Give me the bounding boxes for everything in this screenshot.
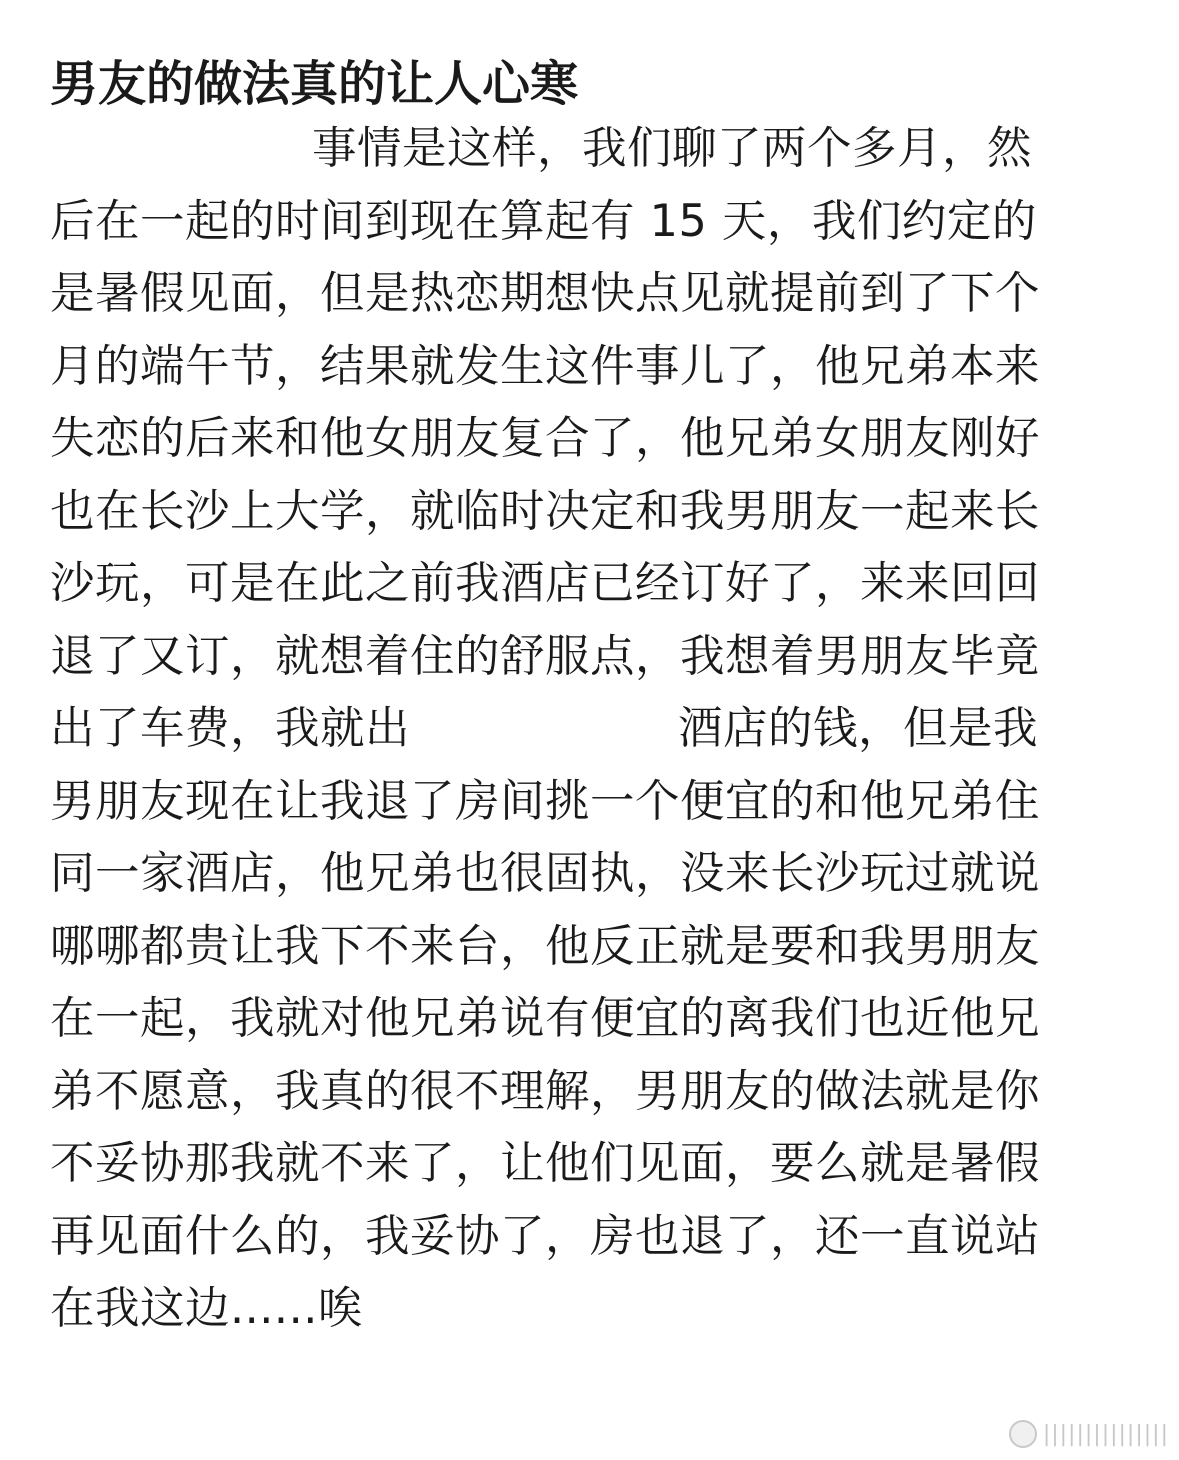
post-title: 男友的做法真的让人心寒 — [50, 56, 579, 113]
body-line-segment: 出了车费，我就出 — [50, 703, 411, 754]
body-line: 事情是这样，我们聊了两个多月，然 — [312, 123, 1033, 174]
body-line: 退了又订，就想着住的舒服点，我想着男朋友毕竟 — [50, 630, 1041, 682]
body-line: 再见面什么的，我妥协了，房也退了，还一直说站 — [50, 1210, 1041, 1262]
body-line: 不妥协那我就不来了，让他们见面，要么就是暑假 — [50, 1138, 1041, 1189]
body-line-segment: 酒店的钱，但是我 — [678, 703, 1039, 754]
body-line: 同一家酒店，他兄弟也很固执，没来长沙玩过就说 — [50, 848, 1041, 899]
body-line: 也在长沙上大学，就临时决定和我男朋友一起来长 — [50, 485, 1041, 537]
body-line: 在我这边......唉 — [50, 1283, 363, 1334]
post-body — [50, 118, 1130, 1351]
weibo-logo-icon — [1009, 1420, 1037, 1448]
watermark-text: ||||||||||||||| — [1042, 1421, 1169, 1447]
watermark — [1009, 1420, 1169, 1448]
body-line: 男朋友现在让我退了房间挑一个便宜的和他兄弟住 — [50, 775, 1041, 827]
body-line: 后在一起的时间到现在算起有 15 天，我们约定的 — [50, 195, 1037, 247]
body-line: 沙玩，可是在此之前我酒店已经订好了，来来回回 — [50, 558, 1041, 609]
body-line: 哪哪都贵让我下不来台，他反正就是要和我男朋友 — [50, 920, 1041, 972]
body-line: 在一起，我就对他兄弟说有便宜的离我们也近他兄 — [50, 993, 1041, 1044]
body-line: 失恋的后来和他女朋友复合了，他兄弟女朋友刚好 — [50, 413, 1041, 464]
body-line: 是暑假见面，但是热恋期想快点见就提前到了下个 — [50, 268, 1041, 319]
body-line-with-gap — [50, 698, 1130, 771]
body-line: 月的端午节，结果就发生这件事儿了，他兄弟本来 — [50, 340, 1041, 392]
body-line: 弟不愿意，我真的很不理解，男朋友的做法就是你 — [50, 1065, 1041, 1117]
